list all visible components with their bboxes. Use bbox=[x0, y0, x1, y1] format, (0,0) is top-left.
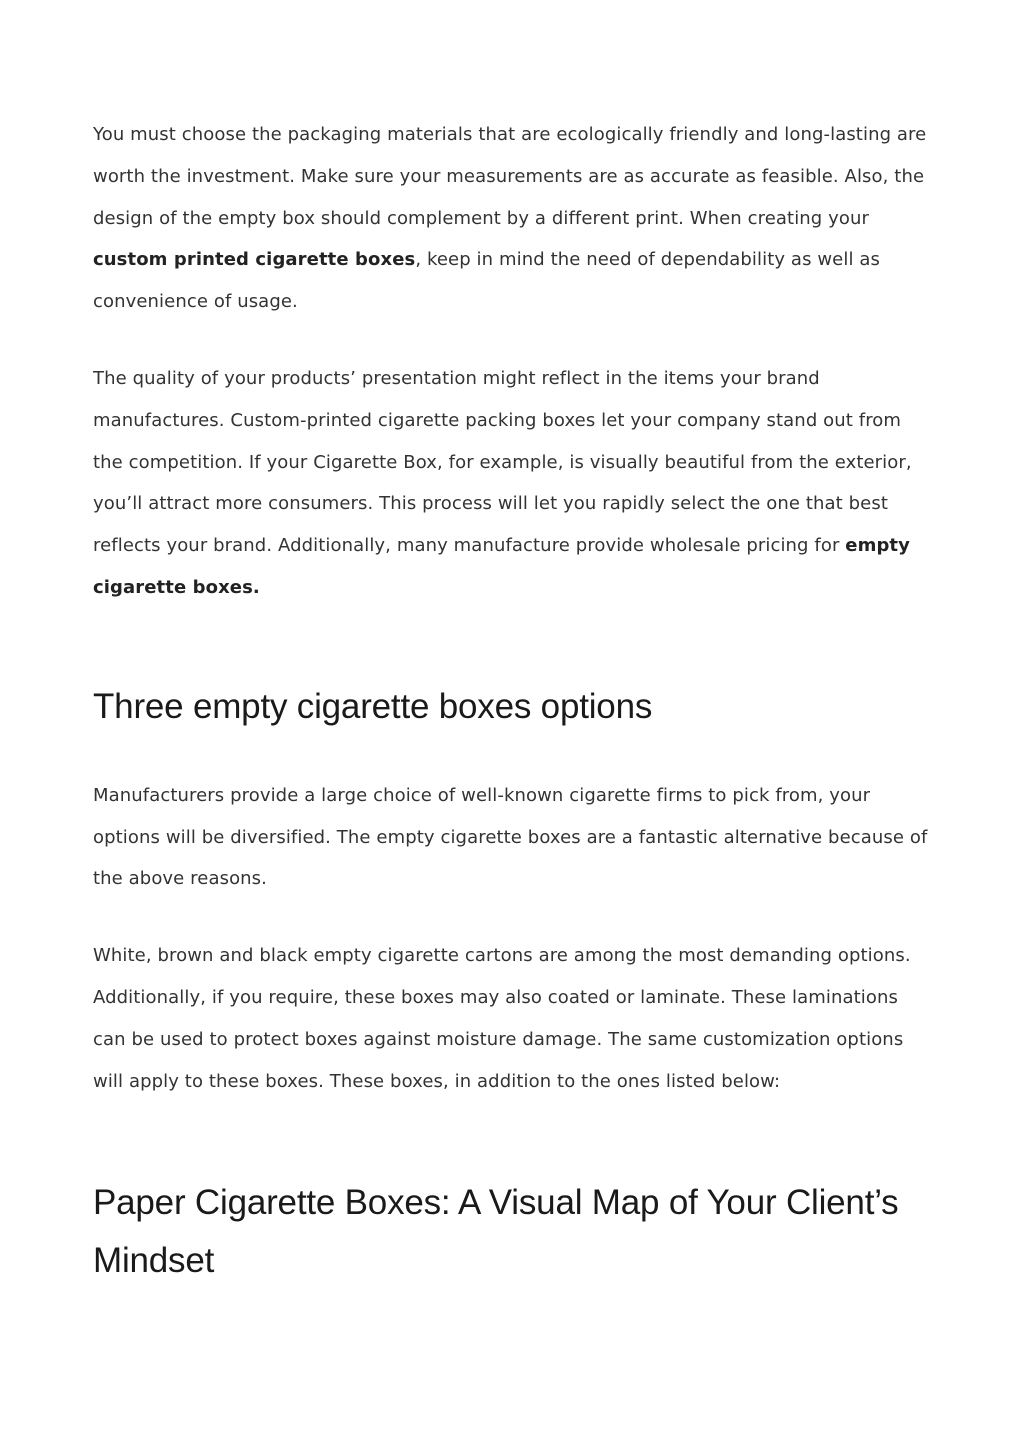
paragraph-text: The quality of your products’ presentation might reflect in the items your brand manufactures. Custom-printed cigarette packing boxes let your company stand out from the competition. If your Cigarette Box, for example, is visually beautiful from the exterior, you’ll attract more consumers. This process will let you rapidly select the one that best reflects your brand. Additionally, many manufacture provide wholesale pricing for bbox=[93, 367, 912, 557]
paragraph-text: You must choose the packaging materials that are ecologically friendly and long-lasting are worth the investment. Make sure your measurements are as accurate as feasible. Also, the design of the empty box should complement by a different print. When creating your bbox=[93, 124, 927, 229]
paragraph-packaging-materials bbox=[93, 114, 933, 323]
bold-phrase-custom-printed-boxes: custom printed cigarette boxes bbox=[93, 249, 416, 271]
paragraph-carton-colors: White, brown and black empty cigarette cartons are among the most demanding options. Additionally, if you require, these boxes may also coated or laminate. These laminations can be used to protect boxes against moisture damage. The same customization options will apply to these boxes. These boxes, in addition to the ones listed below: bbox=[93, 945, 911, 1092]
bold-phrase-empty-boxes: empty cigarette boxes. bbox=[93, 535, 910, 598]
section-heading-options: Three empty cigarette boxes options bbox=[93, 686, 653, 726]
paragraph-text: , keep in mind the need of dependability as well as convenience of usage. bbox=[93, 249, 880, 313]
section-heading-paper-boxes: Paper Cigarette Boxes: A Visual Map of Your Client’s Mindset bbox=[93, 1183, 899, 1281]
document-page bbox=[93, 114, 933, 1290]
paragraph-presentation-quality bbox=[93, 358, 933, 609]
paragraph-manufacturers: Manufacturers provide a large choice of well-known cigarette firms to pick from, your options will be diversified. The empty cigarette boxes are a fantastic alternative because of the above reasons. bbox=[93, 784, 928, 890]
